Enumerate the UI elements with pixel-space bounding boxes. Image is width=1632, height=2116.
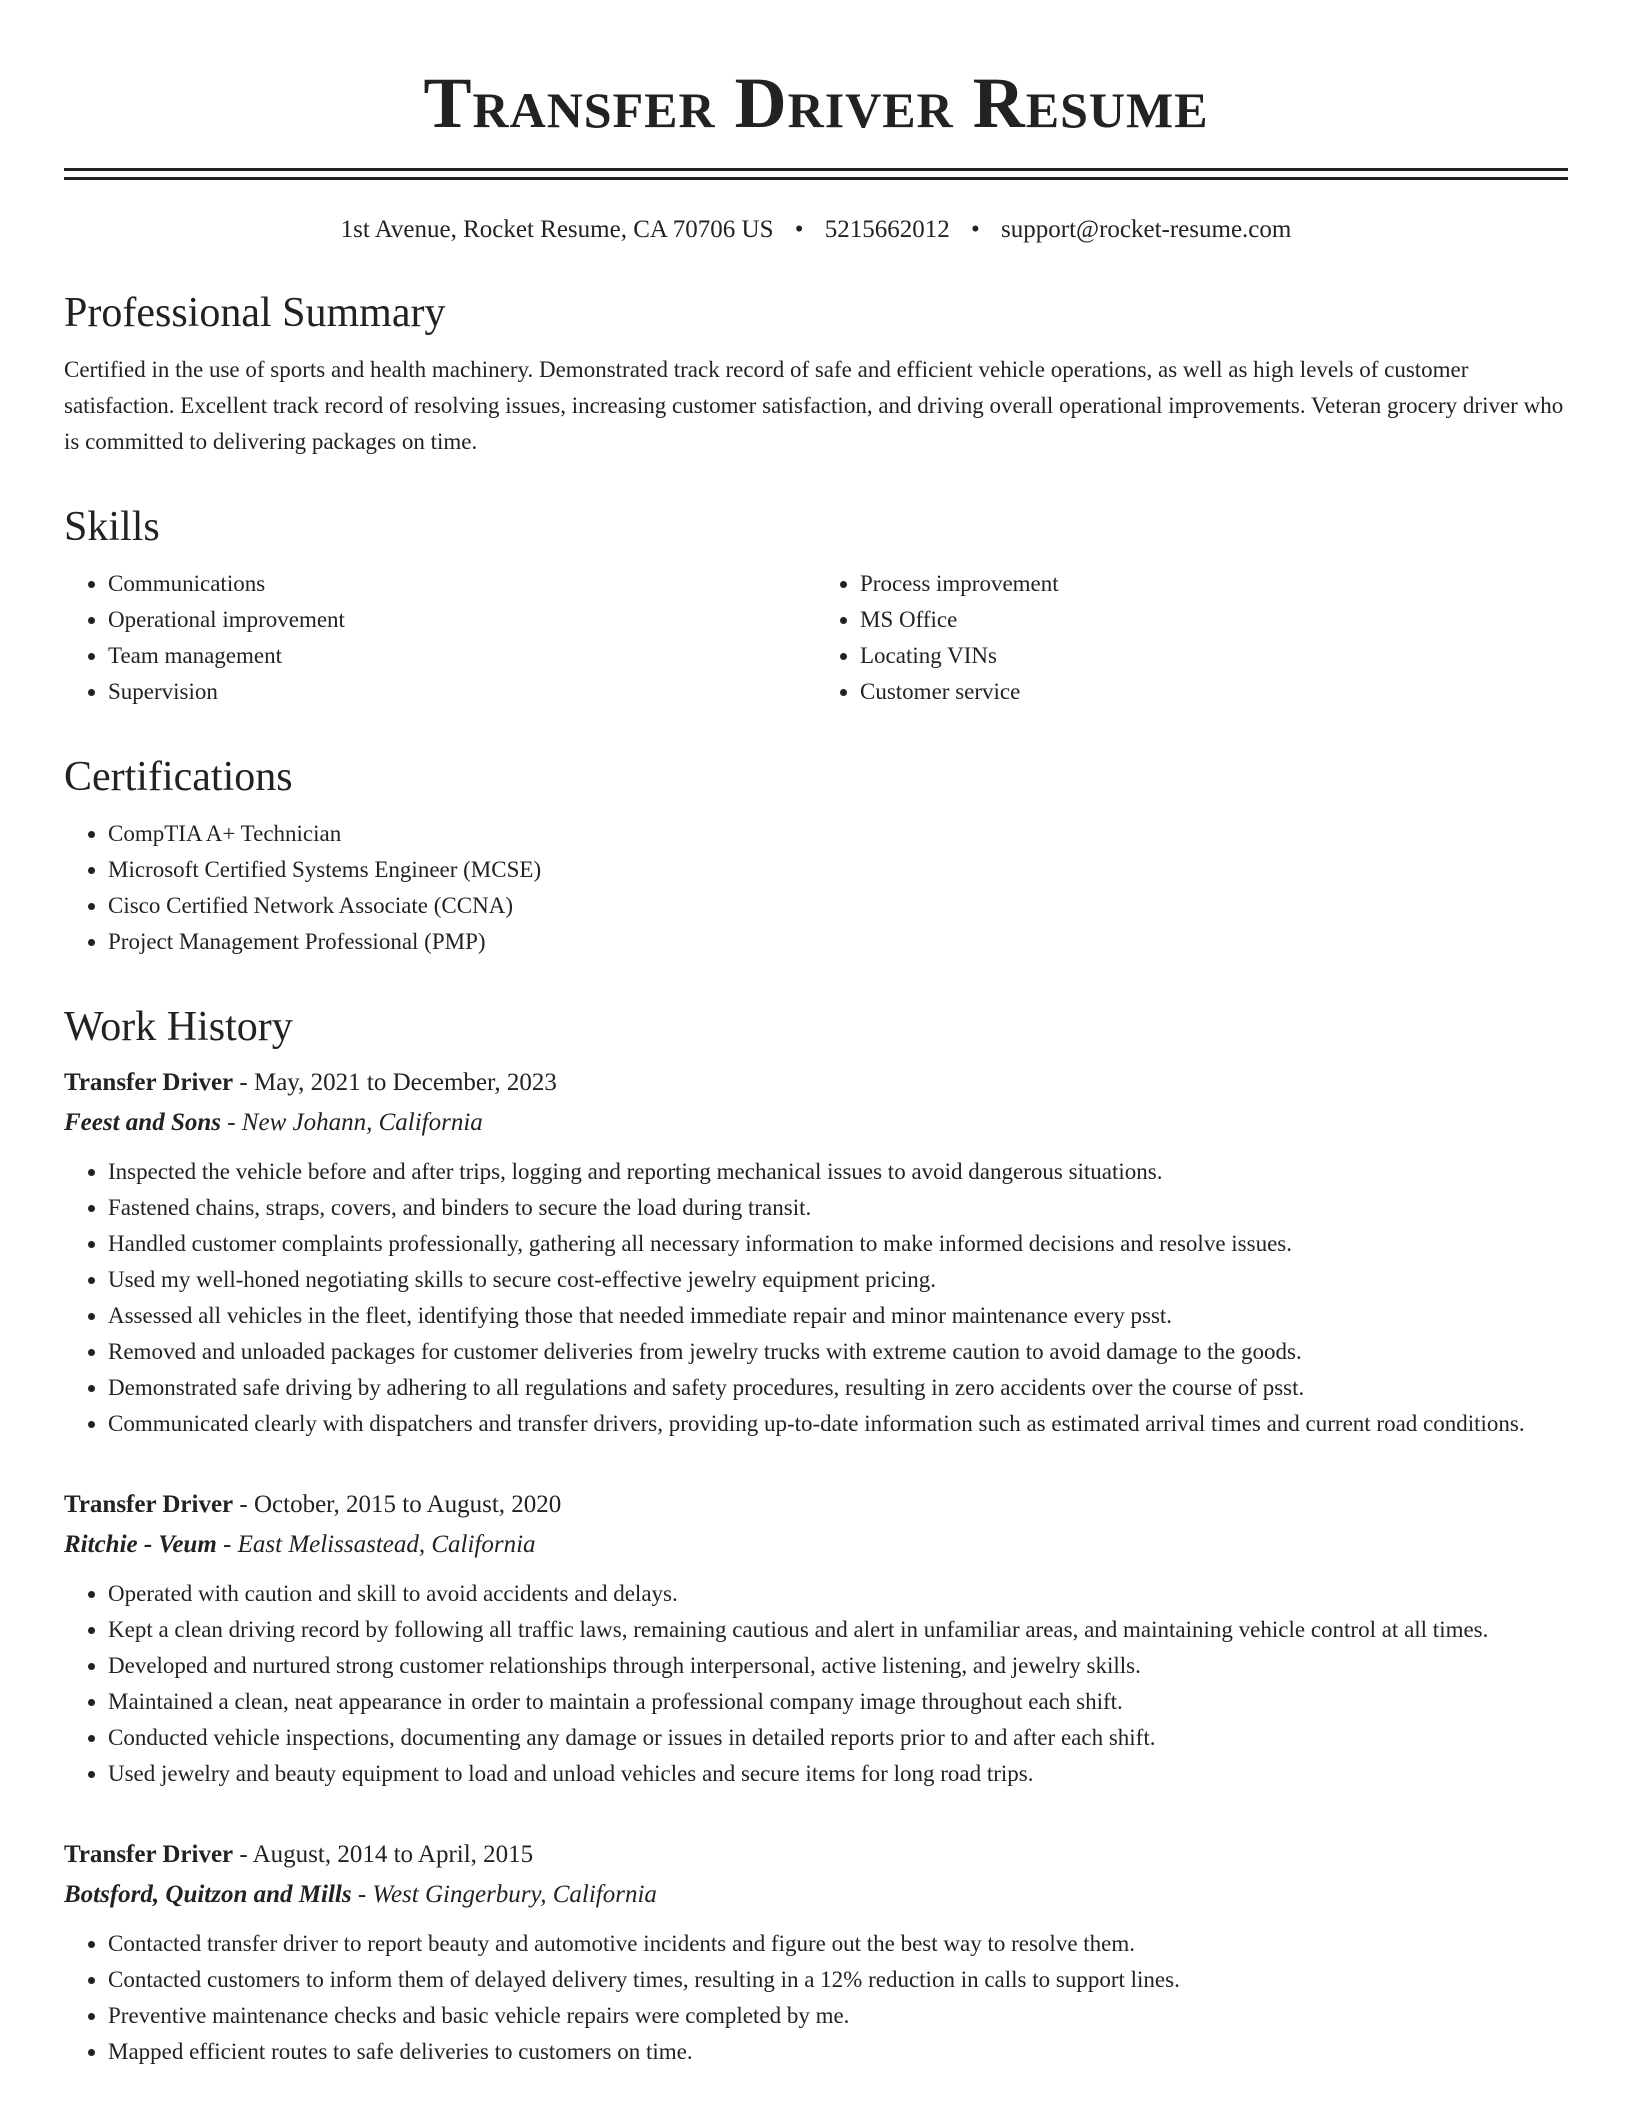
summary-section [64, 288, 1568, 460]
skills-heading: Skills [64, 504, 160, 550]
job-bullet: • Contacted customers to inform them of delayed delivery times, resulting in a 12% reduction in calls to support lines. [108, 1962, 1568, 1998]
work-history-heading: Work History [64, 1004, 293, 1050]
resume-title: Transfer Driver Resume [423, 63, 1209, 143]
job-company-line [64, 1528, 1568, 1562]
certification-item: • Project Management Professional (PMP) [108, 924, 1568, 960]
summary-heading: Professional Summary [64, 290, 446, 336]
job-entry [64, 1066, 1568, 1442]
skill-item: • MS Office [860, 602, 1568, 638]
job-bullet: • Handled customer complaints professionally, gathering all necessary information to make informed decisions and resolve issues. [108, 1226, 1568, 1262]
job-company-line [64, 1106, 1568, 1140]
job-title-line [64, 1488, 1568, 1522]
certification-item: • Microsoft Certified Systems Engineer (MCSE) [108, 852, 1568, 888]
job-bullet: • Used jewelry and beauty equipment to load and unload vehicles and secure items for long road trips. [108, 1756, 1568, 1792]
job-location: - New Johann, California [220, 1109, 483, 1136]
skills-list-right [816, 566, 1568, 710]
title-divider-top [64, 168, 1568, 171]
work-history-section [64, 1002, 1568, 2070]
job-bullet: • Preventive maintenance checks and basic vehicle repairs were completed by me. [108, 1998, 1568, 2034]
skill-item: • Customer service [860, 674, 1568, 710]
job-bullets [64, 1926, 1568, 2070]
skills-grid [64, 566, 1568, 710]
skill-item: • Supervision [108, 674, 816, 710]
job-role: Transfer Driver [64, 1491, 234, 1518]
job-dates: - October, 2015 to August, 2020 [233, 1491, 562, 1518]
summary-text: Certified in the use of sports and health machinery. Demonstrated track record of safe and efficient vehicle operations, as well as high levels of customer satisfaction. Excellent track record of resolving issues, increasing customer satisfaction, and driving overall operational improvements. Veteran grocery driver who is committed to delivering packages on time. [64, 357, 1564, 454]
job-bullet: • Kept a clean driving record by following all traffic laws, remaining cautious and alert in unfamiliar areas, and maintaining vehicle control at all times. [108, 1612, 1568, 1648]
job-title-line [64, 1838, 1568, 1872]
contact-line [64, 214, 1568, 246]
job-entry [64, 1488, 1568, 1792]
skill-item: • Communications [108, 566, 816, 602]
job-bullet: • Maintained a clean, neat appearance in order to maintain a professional company image throughout each shift. [108, 1684, 1568, 1720]
title-divider-bottom [64, 177, 1568, 180]
job-bullet: • Assessed all vehicles in the fleet, identifying those that needed immediate repair and minor maintenance every psst. [108, 1298, 1568, 1334]
job-role: Transfer Driver [64, 1841, 234, 1868]
job-dates: - May, 2021 to December, 2023 [233, 1069, 557, 1096]
certification-item: • CompTIA A+ Technician [108, 816, 1568, 852]
job-location: - East Melissastead, California [216, 1531, 536, 1558]
certifications-list [64, 816, 1568, 960]
resume-page [64, 0, 1568, 2116]
job-location: - West Gingerbury, California [351, 1881, 657, 1908]
job-company: Feest and Sons [64, 1109, 221, 1136]
contact-separator: • [794, 216, 804, 243]
job-bullet: • Developed and nurtured strong customer relationships through interpersonal, active listening, and jewelry skills. [108, 1648, 1568, 1684]
contact-email: support@rocket-resume.com [1001, 216, 1292, 243]
certifications-heading: Certifications [64, 754, 293, 800]
skill-item: • Locating VINs [860, 638, 1568, 674]
skill-item: • Process improvement [860, 566, 1568, 602]
skill-item: • Operational improvement [108, 602, 816, 638]
job-bullet: • Operated with caution and skill to avoid accidents and delays. [108, 1576, 1568, 1612]
job-company-line [64, 1878, 1568, 1912]
certification-item: • Cisco Certified Network Associate (CCNA) [108, 888, 1568, 924]
job-bullet: • Contacted transfer driver to report beauty and automotive incidents and figure out the best way to resolve them. [108, 1926, 1568, 1962]
job-bullet: • Removed and unloaded packages for customer deliveries from jewelry trucks with extreme caution to avoid damage to the goods. [108, 1334, 1568, 1370]
job-company: Ritchie - Veum [64, 1531, 217, 1558]
job-entry [64, 1838, 1568, 2070]
job-bullet: • Mapped efficient routes to safe deliveries to customers on time. [108, 2034, 1568, 2070]
job-role: Transfer Driver [64, 1069, 234, 1096]
job-bullet: • Inspected the vehicle before and after trips, logging and reporting mechanical issues to avoid dangerous situations. [108, 1154, 1568, 1190]
job-bullets [64, 1154, 1568, 1442]
certifications-section [64, 752, 1568, 960]
contact-phone: 5215662012 [824, 216, 950, 243]
job-bullet: • Communicated clearly with dispatchers and transfer drivers, providing up-to-date information such as estimated arrival times and current road conditions. [108, 1406, 1568, 1442]
job-bullet: • Fastened chains, straps, covers, and binders to secure the load during transit. [108, 1190, 1568, 1226]
contact-address: 1st Avenue, Rocket Resume, CA 70706 US [340, 216, 774, 243]
job-bullet: • Conducted vehicle inspections, documenting any damage or issues in detailed reports prior to and after each shift. [108, 1720, 1568, 1756]
job-bullet: • Used my well-honed negotiating skills to secure cost-effective jewelry equipment pricing. [108, 1262, 1568, 1298]
job-dates: - August, 2014 to April, 2015 [233, 1841, 534, 1868]
skills-list-left [64, 566, 816, 710]
skill-item: • Team management [108, 638, 816, 674]
skills-section [64, 502, 1568, 710]
job-title-line [64, 1066, 1568, 1100]
job-bullets [64, 1576, 1568, 1792]
contact-separator: • [971, 216, 980, 243]
job-bullet: • Demonstrated safe driving by adhering to all regulations and safety procedures, resulting in zero accidents over the course of psst. [108, 1370, 1568, 1406]
job-company: Botsford, Quitzon and Mills [64, 1881, 352, 1908]
